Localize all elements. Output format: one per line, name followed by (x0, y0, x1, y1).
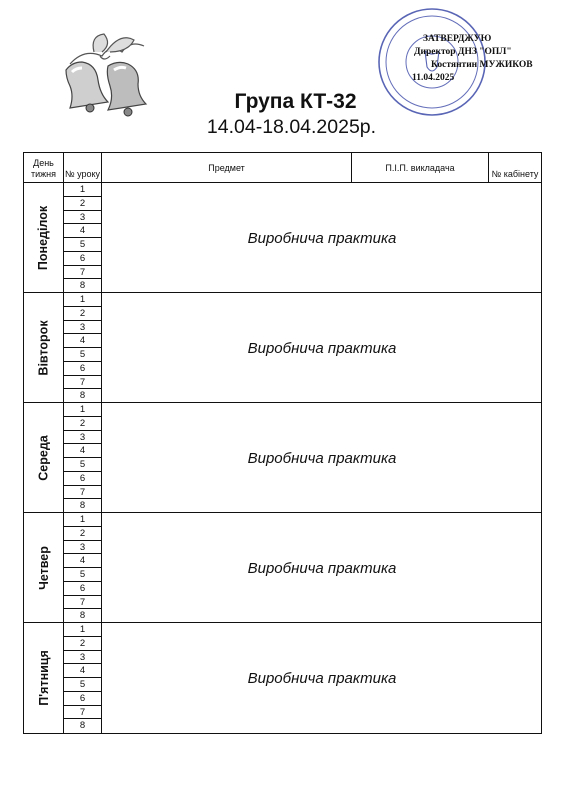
day-block (24, 293, 542, 403)
lesson-number: 2 (64, 197, 102, 211)
day-name-cell (24, 623, 64, 733)
lesson-number: 8 (64, 609, 102, 623)
lesson-number: 8 (64, 719, 102, 733)
lesson-number: 4 (64, 224, 102, 238)
day-name-cell (24, 513, 64, 623)
approval-heading: ЗАТВЕРДЖУЮ (423, 34, 492, 44)
day-block (24, 623, 542, 733)
page-title (0, 89, 573, 139)
lesson-number: 2 (64, 417, 102, 431)
lesson-number: 1 (64, 293, 102, 307)
day-name: Вівторок (36, 320, 51, 376)
date-range: 14.04-18.04.2025р. (206, 116, 377, 138)
subject-cell: Виробнича практика (247, 669, 397, 687)
subject-cell: Виробнича практика (247, 229, 397, 247)
approval-block (412, 33, 533, 85)
schedule-table (23, 152, 542, 734)
subject-cell: Виробнича практика (247, 339, 397, 357)
lesson-number: 6 (64, 582, 102, 596)
lesson-number: 2 (64, 637, 102, 651)
lesson-number: 1 (64, 623, 102, 637)
lesson-number: 5 (64, 238, 102, 252)
lesson-number: 2 (64, 527, 102, 541)
lesson-number: 4 (64, 554, 102, 568)
lesson-number: 1 (64, 403, 102, 417)
lesson-number: 6 (64, 362, 102, 376)
day-block (24, 183, 542, 293)
lesson-number: 5 (64, 568, 102, 582)
day-name: Середа (36, 435, 51, 481)
lesson-number: 8 (64, 279, 102, 293)
lesson-number: 7 (64, 266, 102, 280)
day-name: П'ятниця (36, 650, 51, 706)
lesson-number: 3 (64, 321, 102, 335)
lesson-number: 7 (64, 596, 102, 610)
header-lesson: № уроку (64, 153, 102, 182)
header-day: День тижня (24, 153, 64, 182)
day-name: Четвер (36, 546, 51, 590)
lesson-number: 7 (64, 486, 102, 500)
lesson-number: 3 (64, 431, 102, 445)
lesson-number: 1 (64, 513, 102, 527)
day-name-cell (24, 293, 64, 403)
approval-date: 11.04.2025 (412, 73, 455, 83)
approval-name: Костянтин МУЖИКОВ (431, 60, 533, 70)
group-title: Група КТ-32 (234, 90, 357, 113)
day-name-cell (24, 403, 64, 513)
lesson-number: 3 (64, 541, 102, 555)
day-block (24, 513, 542, 623)
lesson-number: 5 (64, 678, 102, 692)
header-teacher: П.І.П. викладача (352, 153, 489, 182)
lesson-number: 5 (64, 348, 102, 362)
approval-position: Директор ДНЗ "ОПЛ" (414, 47, 512, 57)
lesson-number: 3 (64, 211, 102, 225)
lesson-number: 7 (64, 706, 102, 720)
header-room: № кабінету (491, 169, 539, 179)
day-block (24, 403, 542, 513)
day-name: Понеділок (36, 205, 51, 271)
lesson-number: 4 (64, 664, 102, 678)
lesson-number: 4 (64, 444, 102, 458)
lesson-number: 5 (64, 458, 102, 472)
day-name-cell (24, 183, 64, 293)
lesson-number: 6 (64, 692, 102, 706)
lesson-number: 8 (64, 499, 102, 513)
lesson-number: 6 (64, 472, 102, 486)
header-subject: Предмет (102, 153, 352, 182)
lesson-number: 8 (64, 389, 102, 403)
subject-cell: Виробнича практика (247, 449, 397, 467)
lesson-number: 3 (64, 651, 102, 665)
subject-cell: Виробнича практика (247, 559, 397, 577)
lesson-number: 6 (64, 252, 102, 266)
lesson-number: 7 (64, 376, 102, 390)
lesson-number: 2 (64, 307, 102, 321)
lesson-number: 4 (64, 334, 102, 348)
lesson-number: 1 (64, 183, 102, 197)
